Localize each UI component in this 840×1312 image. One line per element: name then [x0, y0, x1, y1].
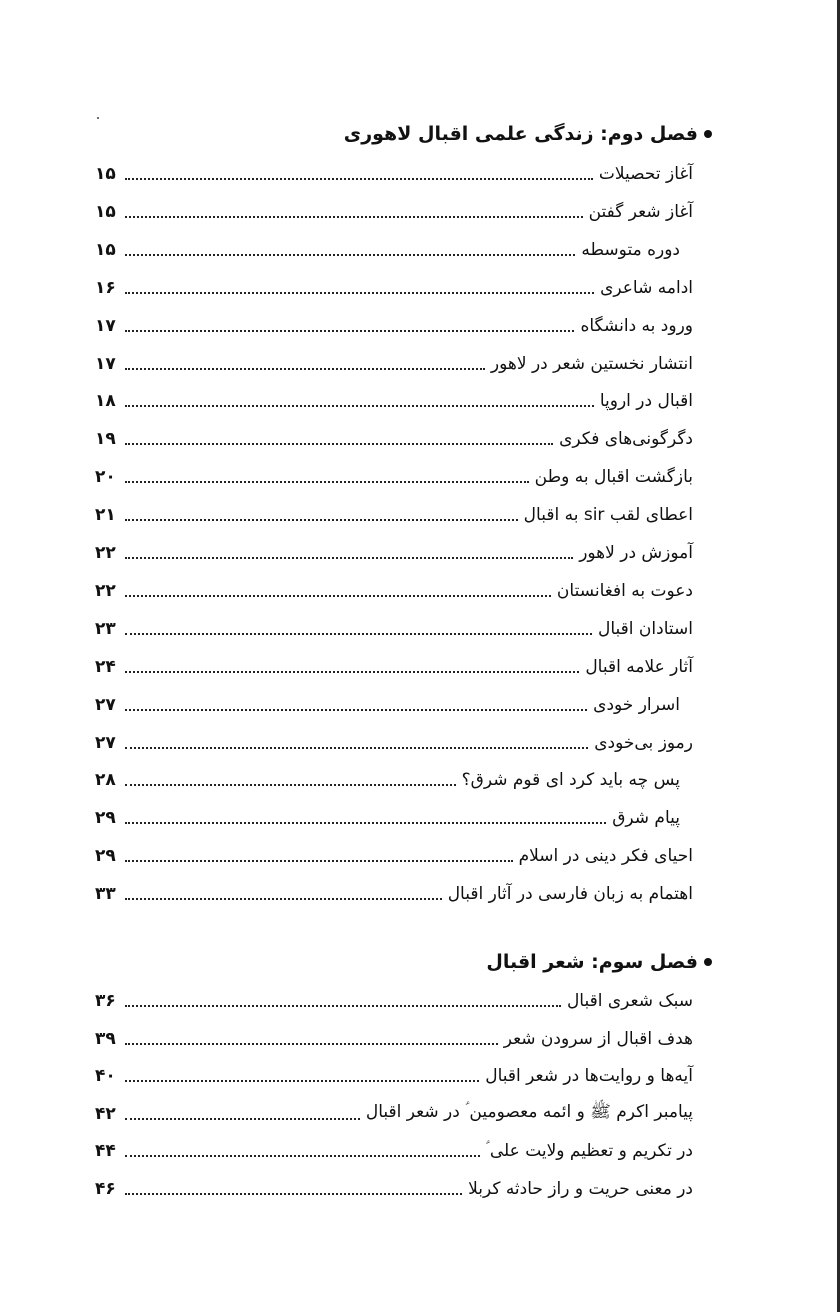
toc-entry-page: ۱۸ — [95, 391, 116, 412]
toc-entry[interactable] — [95, 573, 693, 609]
dot-leader — [125, 368, 485, 370]
toc-entry-title: ورود به دانشگاه — [580, 315, 693, 336]
toc-entry[interactable] — [95, 497, 693, 533]
toc-entry[interactable] — [95, 308, 693, 344]
toc-entry-title: آموزش در لاهور — [579, 543, 693, 563]
toc-entry-page: ۲۲ — [95, 543, 116, 563]
dot-leader — [125, 671, 579, 673]
toc-entry-page: ۲۰ — [95, 467, 116, 488]
toc-entry-page: ۲۷ — [95, 732, 116, 753]
dot-leader — [125, 633, 592, 635]
toc-entry[interactable] — [95, 1058, 693, 1094]
toc-entry-page: ۱۷ — [95, 353, 116, 374]
dot-leader — [125, 747, 588, 749]
toc-entry[interactable] — [95, 459, 693, 495]
toc-entry-page: ۲۹ — [95, 846, 116, 867]
toc-entry[interactable] — [95, 1096, 693, 1132]
toc-entry-title: آیه‌ها و روایت‌ها در شعر اقبال — [485, 1066, 693, 1087]
toc-entry-title: سبک شعری اقبال — [566, 991, 693, 1011]
toc-entry[interactable] — [95, 535, 693, 571]
chapter-heading — [486, 945, 712, 979]
toc-entry-title: دوره متوسطه — [581, 239, 680, 260]
toc-entry[interactable] — [95, 649, 693, 685]
toc-entry[interactable] — [95, 194, 693, 230]
toc-entry-title: آغاز تحصیلات — [598, 164, 693, 184]
toc-entry-page: ۴۲ — [95, 1103, 116, 1124]
toc-entry[interactable] — [95, 156, 693, 192]
dot-leader — [125, 443, 553, 445]
dot-leader — [125, 595, 551, 597]
toc-entry-title: پس چه باید کرد ای قوم شرق؟ — [461, 770, 680, 791]
dot-leader — [125, 1193, 462, 1195]
toc-entry[interactable] — [95, 232, 680, 268]
toc-entry-page: ۲۸ — [95, 770, 116, 791]
toc-entry-title: اسرار خودی — [593, 694, 680, 715]
toc-entry-page: ۲۲ — [95, 580, 116, 601]
dot-leader — [125, 898, 442, 900]
toc-entry-page: ۱۵ — [95, 201, 116, 222]
dot-leader — [125, 784, 456, 786]
dot-leader — [125, 709, 587, 711]
dot-leader — [125, 860, 513, 862]
toc-entry[interactable] — [95, 800, 680, 836]
toc-entry[interactable] — [95, 270, 693, 306]
toc-entry[interactable] — [95, 346, 693, 382]
toc-entry-page: ۱۵ — [95, 239, 116, 260]
dot-leader — [125, 519, 518, 521]
chapter-title: فصل دوم: زندگی علمی اقبال لاهوری — [343, 123, 698, 145]
bullet-icon — [704, 130, 712, 138]
toc-entry[interactable] — [95, 1021, 693, 1057]
toc-entry-page: ۳۶ — [95, 991, 116, 1011]
toc-entry-page: ۴۴ — [95, 1141, 116, 1162]
dot-leader — [125, 254, 575, 256]
toc-entry-page: ۴۰ — [95, 1066, 116, 1087]
toc-entry-page: ۴۶ — [95, 1179, 116, 1199]
toc-entry-title: دعوت به افغانستان — [556, 580, 693, 601]
dot-leader — [125, 330, 574, 332]
toc-entry[interactable] — [95, 1171, 693, 1207]
toc-entry-page: ۱۷ — [95, 315, 116, 336]
toc-entry-page: ۱۵ — [95, 164, 116, 184]
toc-entry-title: انتشار نخستین شعر در لاهور — [490, 353, 693, 374]
dot-leader — [125, 1043, 498, 1045]
dot-leader — [125, 822, 606, 824]
toc-entry-title: آثار علامه اقبال — [585, 656, 693, 677]
toc-entry[interactable] — [95, 1133, 693, 1169]
toc-entry-page: ۳۳ — [95, 884, 116, 905]
toc-entry[interactable] — [95, 687, 680, 723]
chapter-title: فصل سوم: شعر اقبال — [486, 951, 698, 973]
toc-entry-title: رموز بی‌خودی — [594, 732, 693, 753]
toc-entry-page: ۱۶ — [95, 277, 116, 298]
toc-entry-page: ۲۱ — [95, 505, 116, 526]
dot-leader — [125, 1155, 480, 1157]
dot-leader — [125, 481, 529, 483]
dot-leader — [125, 216, 583, 218]
toc-entry-title: آغاز شعر گفتن — [588, 201, 693, 222]
toc-entry-title: در تکریم و تعظیم ولایت علی ؑ — [485, 1141, 693, 1162]
toc-entry[interactable] — [95, 983, 693, 1019]
toc-entry-title: اعطای لقب sir به اقبال — [523, 505, 693, 526]
toc-entry[interactable] — [95, 838, 693, 874]
toc-entry[interactable] — [95, 421, 693, 457]
toc-entry-title: بازگشت اقبال به وطن — [534, 467, 693, 488]
dot-leader — [125, 292, 594, 294]
dot-leader — [125, 557, 573, 559]
toc-entry-title: پیامبر اکرم ﷺ و ائمه معصومین ؑ در شعر اقبال — [365, 1102, 693, 1123]
dot-leader — [125, 1005, 561, 1007]
toc-entry-page: ۲۴ — [95, 656, 116, 677]
toc-entry-title: استادان اقبال — [598, 618, 693, 639]
toc-entry-page: ۲۳ — [95, 618, 116, 639]
toc-entry[interactable] — [95, 762, 680, 798]
toc-entry-title: اقبال در اروپا — [599, 391, 693, 412]
page-speck — [97, 117, 99, 119]
toc-entry-title: در معنی حریت و راز حادثه کربلا — [468, 1179, 693, 1199]
toc-entry[interactable] — [95, 725, 693, 761]
dot-leader — [125, 178, 593, 180]
dot-leader — [125, 1080, 479, 1082]
dot-leader — [125, 405, 594, 407]
toc-entry-title: اهتمام به زبان فارسی در آثار اقبال — [447, 884, 693, 905]
toc-entry-page: ۲۷ — [95, 694, 116, 715]
dot-leader — [125, 1118, 360, 1120]
toc-entry-title: احیای فکر دینی در اسلام — [518, 846, 693, 867]
bullet-icon — [704, 958, 712, 966]
toc-entry-page: ۳۹ — [95, 1028, 116, 1049]
chapter-heading — [344, 117, 712, 151]
toc-entry-title: هدف اقبال از سرودن شعر — [503, 1028, 693, 1049]
toc-entry[interactable] — [95, 383, 693, 419]
toc-entry-title: ادامه شاعری — [600, 277, 693, 298]
toc-entry-page: ۱۹ — [95, 429, 116, 450]
toc-entry[interactable] — [95, 611, 693, 647]
toc-entry-page: ۲۹ — [95, 808, 116, 829]
toc-entry-title: دگرگونی‌های فکری — [559, 429, 693, 450]
toc-entry[interactable] — [95, 876, 693, 912]
toc-entry-title: پیام شرق — [612, 808, 680, 829]
